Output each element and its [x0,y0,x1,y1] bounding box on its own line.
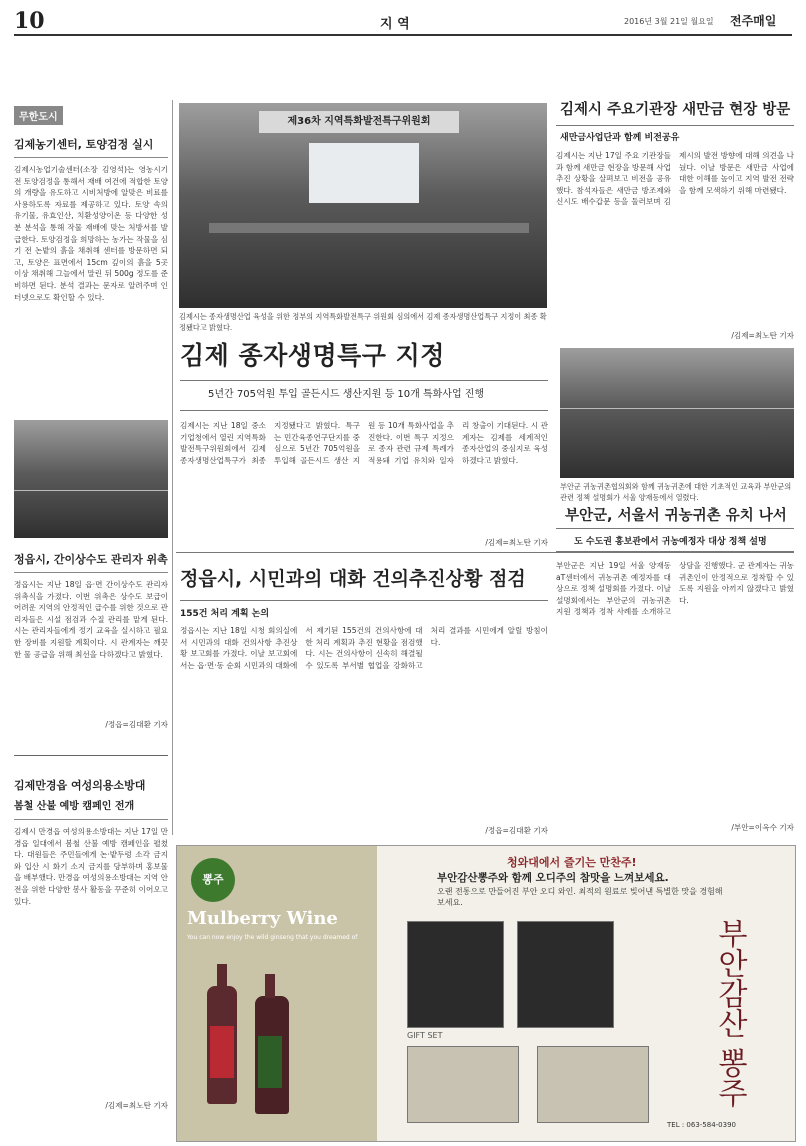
divider [180,600,548,601]
conference-photo [179,103,547,308]
ad-brand-panel [177,846,377,1141]
article-title: 정읍시, 간이상수도 관리자 위촉 [14,553,168,566]
header-rule [14,34,792,36]
right-subheadline-2: 도 수도권 홍보관에서 귀농예정자 대상 정책 설명 [574,537,767,547]
ad-headline: 청와대에서 즐기는 만찬주! [507,856,637,869]
divider [556,125,794,126]
byline: /정읍=김대환 기자 [105,720,168,729]
divider [180,410,548,411]
right-article-body-1: 김제시는 지난 17일 주요 기관장들과 함께 새만금 현장을 방문해 사업 추진 상황을 살펴보고 비전을 공유했다. 참석자들은 새만금 방조제와 신시도 배수갑문 등을 둘러보며 김제시의 발전 방향에 대해 의견을 나눴다. 이날 방문은 새만금 사업에 대한 이해를 높이고 지역 발전 전략을 함께 모색하기 위해 마련됐다. [556,151,794,207]
left-photo-1 [14,420,168,538]
divider [556,528,794,529]
article-title: 김제농기센터, 토양검정 실시 [14,138,154,151]
gift-box [407,1046,519,1123]
gift-box [407,921,504,1028]
section-name: 지 역 [380,17,410,32]
article-subtitle: 봄철 산불 예방 캠페인 전개 [14,801,135,812]
divider [14,819,168,820]
conference-table [209,223,529,233]
divider [176,552,794,553]
byline: /정읍=김대환 기자 [485,826,548,835]
right-headline-2: 부안군, 서울서 귀농귀촌 유치 나서 [565,508,787,524]
right-subheadline-1: 새만금사업단과 함께 비전공유 [560,133,680,143]
right-headline-1: 김제시 주요기관장 새만금 현장 방문 [560,102,791,118]
wine-advertisement [176,845,796,1142]
left-article-3 [14,778,168,1036]
wine-bottle [255,996,289,1114]
divider [14,157,168,158]
article-body: 정읍시는 지난 18일 읍·면 간이상수도 관리자 위촉식을 가졌다. 이번 위촉은 상수도 보급이 어려운 지역의 안정적인 급수를 위한 것으로 관리자들은 시설 점검과 수질 관리를 맡게 된다. 시는 관리자들에게 정기 교육을 실시하고 필요한 장비를 지원할 계획이다. 시 관계자는 깨끗한 물 공급을 위해 최선을 다하겠다고 밝혔다. [14,580,168,659]
banner-text: 제36차 지역특화발전특구위원회 [259,111,459,133]
ad-subline: 부안감산뽕주와 함께 오디주의 참맛을 느껴보세요. [437,872,669,884]
article-body: 김제시농업기술센터(소장 김영석)는 영농시기 전 토양검정을 통해서 재배 여건에 적합한 토양의 개량을 유도하고 시비처방에 알맞은 비료를 사용하도록 자료를 제공하고 있다. 토양 속의 유기물, 유효인산, 치환성양이온 등 다양한 성분 분석을 통해 작물 재배에 맞는 처방서를 발급한다. 토양검정을 희망하는 농가는 작물을 심기 전 논밭의 흙을 채취해 센터를 방문하면 되고, 토양은 표면에서 15cm 깊이의 흙을 5곳 이상 채취해 그늘에서 말린 뒤 500g 정도를 준비하면 된다. 분석 결과는 문자로 알려주며 인터넷으로도 확인할 수 있다. [14,165,168,302]
paper-name: 전주매일 [730,14,777,28]
main-article-body: 김제시는 지난 18일 중소기업청에서 열린 지역특화발전특구위원회에서 김제 종자생명산업특구가 최종 지정됐다고 밝혔다. 특구는 민간육종연구단지를 중심으로 5년간 705억원을 투입해 골든시드 생산 지원 등 10개 특화사업을 추진한다. 이번 특구 지정으로 종자 관련 규제 특례가 적용돼 기업 유치와 일자리 창출이 기대된다. 시 관계자는 김제를 세계적인 종자산업의 중심지로 육성하겠다고 밝혔다. [180,421,548,465]
ad-phone: TEL : 063-584-0390 [667,1121,736,1129]
jeongeup-subheadline: 155건 처리 계획 논의 [180,609,270,619]
byline: /김제=최노탄 기자 [485,538,548,547]
calligraphy-logo: 부안감산 뽕주 [712,918,747,1108]
brand-logo: 뽕주 [191,858,235,902]
brand-tagline: You can now enjoy the wild ginseng that you dreamed of [187,934,358,941]
section-label: 무한도시 [14,106,63,125]
photo-caption: 부안군 귀농귀촌협의회와 함께 귀농귀촌에 대한 기초적인 교육과 부안군의 관련 정책 설명회가 서울 양재동에서 열렸다. [560,482,792,502]
photo-caption: 김제시는 종자생명산업 육성을 위한 정부의 지역특화발전특구 위원회 심의에서 김제 종자생명산업특구 지정이 최종 확정됐다고 밝혔다. [179,312,547,332]
wine-bottle [207,986,237,1104]
column-rule [172,100,173,835]
ad-product-panel [377,846,795,1141]
projection-screen [309,143,419,203]
issue-date: 2016년 3월 21일 월요일 [624,17,714,26]
jeongeup-body: 정읍시는 지난 18일 시청 회의실에서 시민과의 대화 건의사항 추진상황 보고회를 가졌다. 이날 보고회에서는 읍·면·동 순회 시민과의 대화에서 제기된 155건의 건의사항에 대한 처리 계획과 추진 현황을 점검했다. 시는 건의사항이 신속히 해결될 수 있도록 부서별 협업을 강화하고 처리 결과를 시민에게 알릴 방침이다. [180,626,548,670]
right-article-body-2: 부안군은 지난 19일 서울 양재동 aT센터에서 귀농귀촌 예정자를 대상으로 정책 설명회를 가졌다. 이날 설명회에서는 부안군의 귀농귀촌 지원 정책과 정착 사례를 소개하고 상담을 진행했다. 군 관계자는 귀농귀촌인이 안정적으로 정착할 수 있도록 지원을 아끼지 않겠다고 밝혔다. [556,561,794,617]
byline: /부안=이옥수 기자 [731,823,794,832]
divider [556,551,794,552]
divider [14,755,168,756]
article-body: 김제시 만경읍 여성의용소방대는 지난 17일 만경읍 일대에서 봄철 산불 예방 캠페인을 펼쳤다. 대원들은 주민들에게 논·밭두렁 소각 금지와 입산 시 화기 소지 금지를 당부하며 홍보물을 배부했다. 만경읍 여성의용소방대는 지역 안전을 위한 다양한 봉사 활동을 꾸준히 이어오고 있다. [14,827,168,906]
seminar-photo [560,348,794,478]
byline: /김제=최노탄 기자 [105,1101,168,1110]
left-column [14,105,168,446]
article-title: 김제만경읍 여성의용소방대 [14,779,146,792]
byline: /김제=최노탄 기자 [731,331,794,340]
gift-set-label: GIFT SET [407,1031,443,1040]
main-subheadline: 5년간 705억원 투입 골든시드 생산지원 등 10개 특화사업 진행 [208,389,485,400]
page-number: 10 [14,8,45,34]
main-headline: 김제 종자생명특구 지정 [180,341,445,370]
divider [14,572,168,573]
gift-box [517,921,614,1028]
jeongeup-headline: 정읍시, 시민과의 대화 건의추진상황 점검 [180,568,526,590]
divider [180,380,548,381]
brand-name: Mulberry Wine [187,908,338,929]
gift-box [537,1046,649,1123]
ad-body: 오랜 전통으로 만들어진 부안 오디 와인. 최적의 원료로 빚어낸 특별한 맛을 경험해 보세요. [437,887,723,907]
left-article-2 [14,552,168,731]
